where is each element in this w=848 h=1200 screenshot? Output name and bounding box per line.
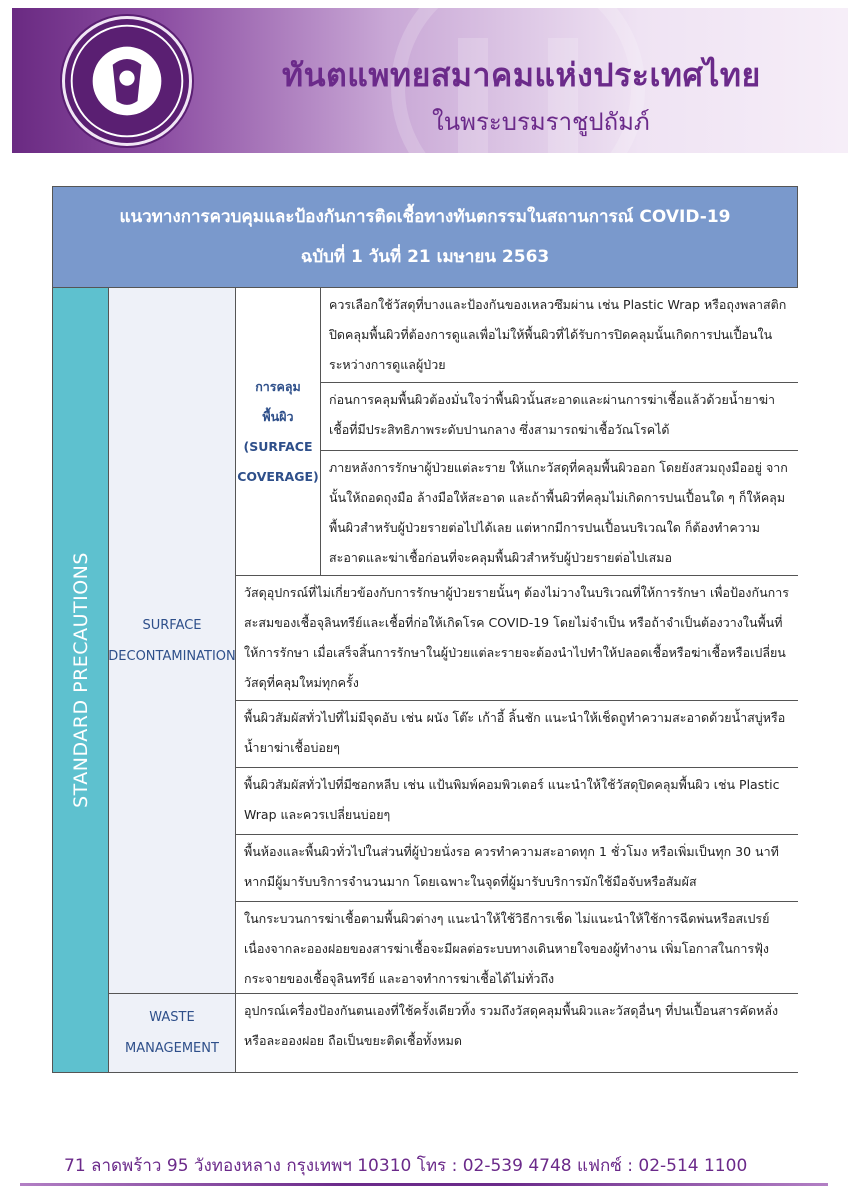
- surface-decontamination-label-cell: [109, 288, 236, 994]
- decontamination-row: พื้นผิวสัมผัสทั่วไปที่ไม่มีจุดอับ เช่น ผนัง โต๊ะ เก้าอี้ ลิ้นชัก แนะนำให้เช็ดถูทำความสะอาดด้วยน้ำสบู่หรือน้ำยาฆ่าเชื้อบ่อยๆ: [236, 701, 798, 768]
- surface-coverage-label-1: การคลุม: [255, 378, 301, 394]
- organization-name: ทันตแพทยสมาคมแห่งประเทศไทย: [282, 56, 761, 94]
- surface-coverage-label-3: (SURFACE: [243, 438, 313, 454]
- waste-management-label-2: MANAGEMENT: [125, 1041, 219, 1056]
- waste-management-label-1: WASTE: [149, 1010, 195, 1025]
- coverage-row: ก่อนการคลุมพื้นผิวต้องมั่นใจว่าพื้นผิวนั้นสะอาดและผ่านการฆ่าเชื้อแล้วด้วยน้ำยาฆ่าเชื้อที่มีประสิทธิภาพระดับปานกลาง ซึ่งสามารถฆ่าเชื้อวัณโรคได้: [321, 383, 798, 451]
- surface-decontamination-label-1: SURFACE: [142, 617, 202, 633]
- surface-decontamination-label-2: DECONTAMINATION: [108, 648, 236, 664]
- document-edition: ฉบับที่ 1 วันที่ 21 เมษายน 2563: [300, 247, 550, 267]
- waste-management-row: อุปกรณ์เครื่องป้องกันตนเองที่ใช้ครั้งเดียวทิ้ง รวมถึงวัสดุคลุมพื้นผิวและวัสดุอื่นๆ ที่ปนเปื้อนสารคัดหลั่งหรือละอองฝอย ถือเป็นขยะติดเชื้อทั้งหมด: [236, 994, 798, 1072]
- footer-divider: [20, 1183, 828, 1186]
- decontamination-row: พื้นห้องและพื้นผิวทั่วไปในส่วนที่ผู้ป่วยนั่งรอ ควรทำความสะอาดทุก 1 ชั่วโมง หรือเพิ่มเป็นทุก 30 นาทีหากมีผู้มารับบริการจำนวนมาก โดยเฉพาะในจุดที่ผู้มารับบริการมักใช้มือจับหรือสัมผัส: [236, 835, 798, 902]
- side-category-cell: [53, 288, 109, 1072]
- surface-coverage-label-4: COVERAGE): [237, 468, 319, 484]
- association-seal-icon: [62, 16, 192, 146]
- precautions-table: [52, 288, 798, 1073]
- decontamination-row: ในกระบวนการฆ่าเชื้อตามพื้นผิวต่างๆ แนะนำให้ใช้วิธีการเช็ด ไม่แนะนำให้ใช้การฉีดพ่นหรือสเปรย์ เนื่องจากละอองฝอยของสารฆ่าเชื้อจะมีผลต่อระบบทางเดินหายใจของผู้ทำงาน เพิ่มโอกาสในการฟุ้งกระจายของเชื้อจุลินทรีย์ และอาจทำการฆ่าเชื้อได้ไม่ทั่วถึง: [236, 902, 798, 994]
- side-category-label: STANDARD PRECAUTIONS: [70, 552, 92, 808]
- surface-coverage-label-2: พื้นผิว: [262, 408, 294, 424]
- coverage-row: ควรเลือกใช้วัสดุที่บางและป้องกันของเหลวซึมผ่าน เช่น Plastic Wrap หรือถุงพลาสติก ปิดคลุมพื้นผิวที่ต้องการดูแลเพื่อไม่ให้พื้นผิวที่ได้รับการปิดคลุมนั้นเกิดการปนเปื้อนในระหว่างการดูแลผู้ป่วย: [321, 288, 798, 383]
- waste-management-label-cell: [109, 994, 236, 1072]
- document-title-box: [52, 186, 798, 288]
- coverage-row: ภายหลังการรักษาผู้ป่วยแต่ละราย ให้แกะวัสดุที่คลุมพื้นผิวออก โดยยังสวมถุงมืออยู่ จากนั้นให้ถอดถุงมือ ล้างมือให้สะอาด และถ้าพื้นผิวที่คลุมไม่เกิดการปนเปื้อนใด ๆ ก็ให้คลุมพื้นผิวสำหรับผู้ป่วยรายต่อไปได้เลย แต่หากมีการปนเปื้อนบริเวณใด ก็ต้องทำความสะอาดและฆ่าเชื้อก่อนที่จะคลุมพื้นผิวสำหรับผู้ป่วยรายต่อไปเสมอ: [321, 451, 798, 576]
- decontamination-row: วัสดุอุปกรณ์ที่ไม่เกี่ยวข้องกับการรักษาผู้ป่วยรายนั้นๆ ต้องไม่วางในบริเวณที่ให้การรักษา เพื่อป้องกันการสะสมของเชื้อจุลินทรีย์และเชื้อที่ก่อให้เกิดโรค COVID-19 โดยไม่จำเป็น หรือถ้าจำเป็นต้องวางในพื้นที่ให้การรักษา เมื่อเสร็จสิ้นการรักษาในผู้ป่วยแต่ละรายจะต้องนำไปทำให้ปลอดเชื้อหรือฆ่าเชื้อหรือเปลี่ยนวัสดุที่คลุมใหม่ทุกครั้ง: [236, 576, 798, 701]
- decontamination-row: พื้นผิวสัมผัสทั่วไปที่มีซอกหลีบ เช่น แป้นพิมพ์คอมพิวเตอร์ แนะนำให้ใช้วัสดุปิดคลุมพื้นผิว เช่น Plastic Wrap และควรเปลี่ยนบ่อยๆ: [236, 768, 798, 835]
- document-title: แนวทางการควบคุมและป้องกันการติดเชื้อทางทันตกรรมในสถานการณ์ COVID-19: [119, 207, 731, 227]
- footer-address: 71 ลาดพร้าว 95 วังทองหลาง กรุงเทพฯ 10310 โทร : 02-539 4748 แฟกซ์ : 02-514 1100: [64, 1156, 748, 1176]
- header-banner: [12, 8, 848, 153]
- surface-coverage-label-cell: [236, 288, 321, 576]
- organization-patronage: ในพระบรมราชูปถัมภ์: [432, 108, 650, 136]
